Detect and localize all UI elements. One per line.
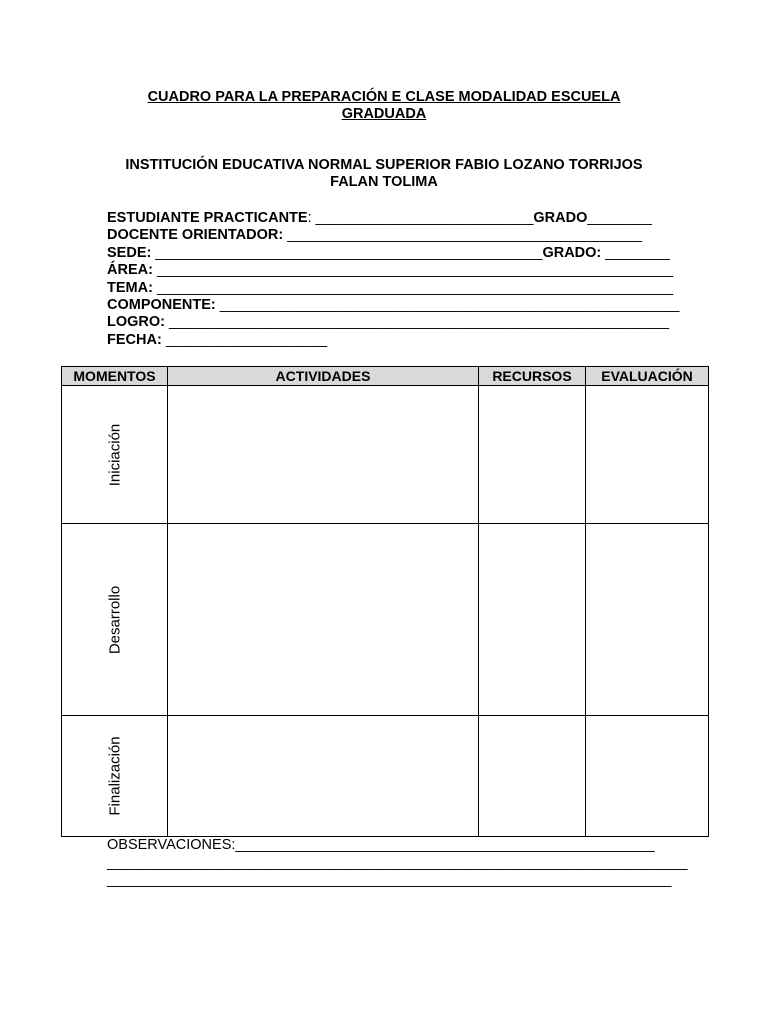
recursos-cell-desarrollo[interactable]	[479, 524, 586, 716]
recursos-cell-iniciacion[interactable]	[479, 386, 586, 524]
institution-name	[0, 157, 768, 191]
area-blank[interactable]: ________________________________________________________________	[156, 262, 674, 279]
moment-cell-desarrollo	[62, 524, 168, 716]
observaciones-blank-1[interactable]: ____________________________________________________	[235, 837, 655, 853]
tema-label: TEMA:	[107, 279, 157, 296]
area-field	[107, 262, 674, 279]
grado-label: GRADO	[533, 210, 588, 226]
institution-name-line-1: INSTITUCIÓN EDUCATIVA NORMAL SUPERIOR FABIO LOZANO TORRIJOS	[125, 157, 643, 173]
observaciones-blank-3[interactable]: ______________________________________________________________________	[107, 872, 672, 888]
docente-field	[107, 227, 667, 244]
fecha-blank[interactable]: ____________________	[165, 331, 328, 348]
moment-cell-finalizacion	[62, 716, 168, 837]
form-fields	[107, 210, 680, 349]
estudiante-field	[107, 210, 667, 227]
header-momentos: MOMENTOS	[62, 367, 168, 386]
institution-name-line-2: FALAN TOLIMA	[330, 174, 438, 190]
document-title	[0, 89, 768, 123]
document-title-line-1: CUADRO PARA LA PREPARACIÓN E CLASE MODALIDAD ESCUELA	[147, 89, 621, 105]
header-recursos: RECURSOS	[479, 367, 586, 386]
actividades-cell-finalizacion[interactable]	[168, 716, 479, 837]
sede-blank[interactable]: ________________________________________________	[155, 244, 543, 261]
estudiante-colon: :	[307, 210, 316, 226]
estudiante-label: ESTUDIANTE PRACTICANTE	[107, 210, 308, 226]
evaluacion-cell-desarrollo[interactable]	[586, 524, 709, 716]
moment-cell-iniciacion	[62, 386, 168, 524]
evaluacion-cell-iniciacion[interactable]	[586, 386, 709, 524]
sede-label: SEDE:	[107, 244, 156, 261]
evaluacion-cell-finalizacion[interactable]	[586, 716, 709, 837]
lesson-plan-table	[61, 366, 709, 837]
observaciones-blank-2[interactable]: ________________________________________________________________________	[107, 854, 688, 871]
logro-field	[107, 314, 670, 331]
actividades-cell-desarrollo[interactable]	[168, 524, 479, 716]
area-label: ÁREA:	[107, 262, 157, 279]
sede-field	[107, 244, 670, 262]
docente-blank[interactable]: ____________________________________________	[287, 227, 643, 244]
observaciones-section	[107, 837, 688, 890]
grado-2-blank[interactable]: ________	[605, 244, 670, 261]
fecha-field	[107, 332, 667, 349]
header-actividades: ACTIVIDADES	[168, 367, 479, 386]
moment-label-iniciacion: Iniciación	[106, 423, 123, 486]
moment-label-desarrollo: Desarrollo	[106, 585, 123, 654]
observaciones-line-1	[107, 837, 667, 855]
table-row	[62, 386, 709, 524]
table-row	[62, 524, 709, 716]
header-evaluacion: EVALUACIÓN	[586, 367, 709, 386]
tema-blank[interactable]: ________________________________________________________________	[156, 279, 674, 296]
recursos-cell-finalizacion[interactable]	[479, 716, 586, 837]
grado-2-label: GRADO:	[542, 244, 606, 261]
componente-field	[107, 297, 680, 314]
table-row	[62, 716, 709, 837]
estudiante-blank[interactable]: ___________________________	[315, 210, 534, 226]
fecha-label: FECHA:	[107, 331, 166, 348]
table-header-row	[62, 367, 709, 386]
grado-blank[interactable]: ________	[587, 210, 652, 226]
logro-blank[interactable]: ______________________________________________________________	[169, 314, 670, 331]
document-title-line-2: GRADUADA	[341, 106, 427, 122]
tema-field	[107, 279, 674, 297]
componente-label: COMPONENTE:	[107, 297, 220, 314]
actividades-cell-iniciacion[interactable]	[168, 386, 479, 524]
logro-label: LOGRO:	[107, 314, 170, 331]
observaciones-label: OBSERVACIONES:	[107, 837, 236, 853]
componente-blank[interactable]: _________________________________________________________	[219, 297, 680, 314]
docente-label: DOCENTE ORIENTADOR:	[107, 227, 288, 244]
moment-label-finalizacion: Finalización	[106, 736, 123, 816]
